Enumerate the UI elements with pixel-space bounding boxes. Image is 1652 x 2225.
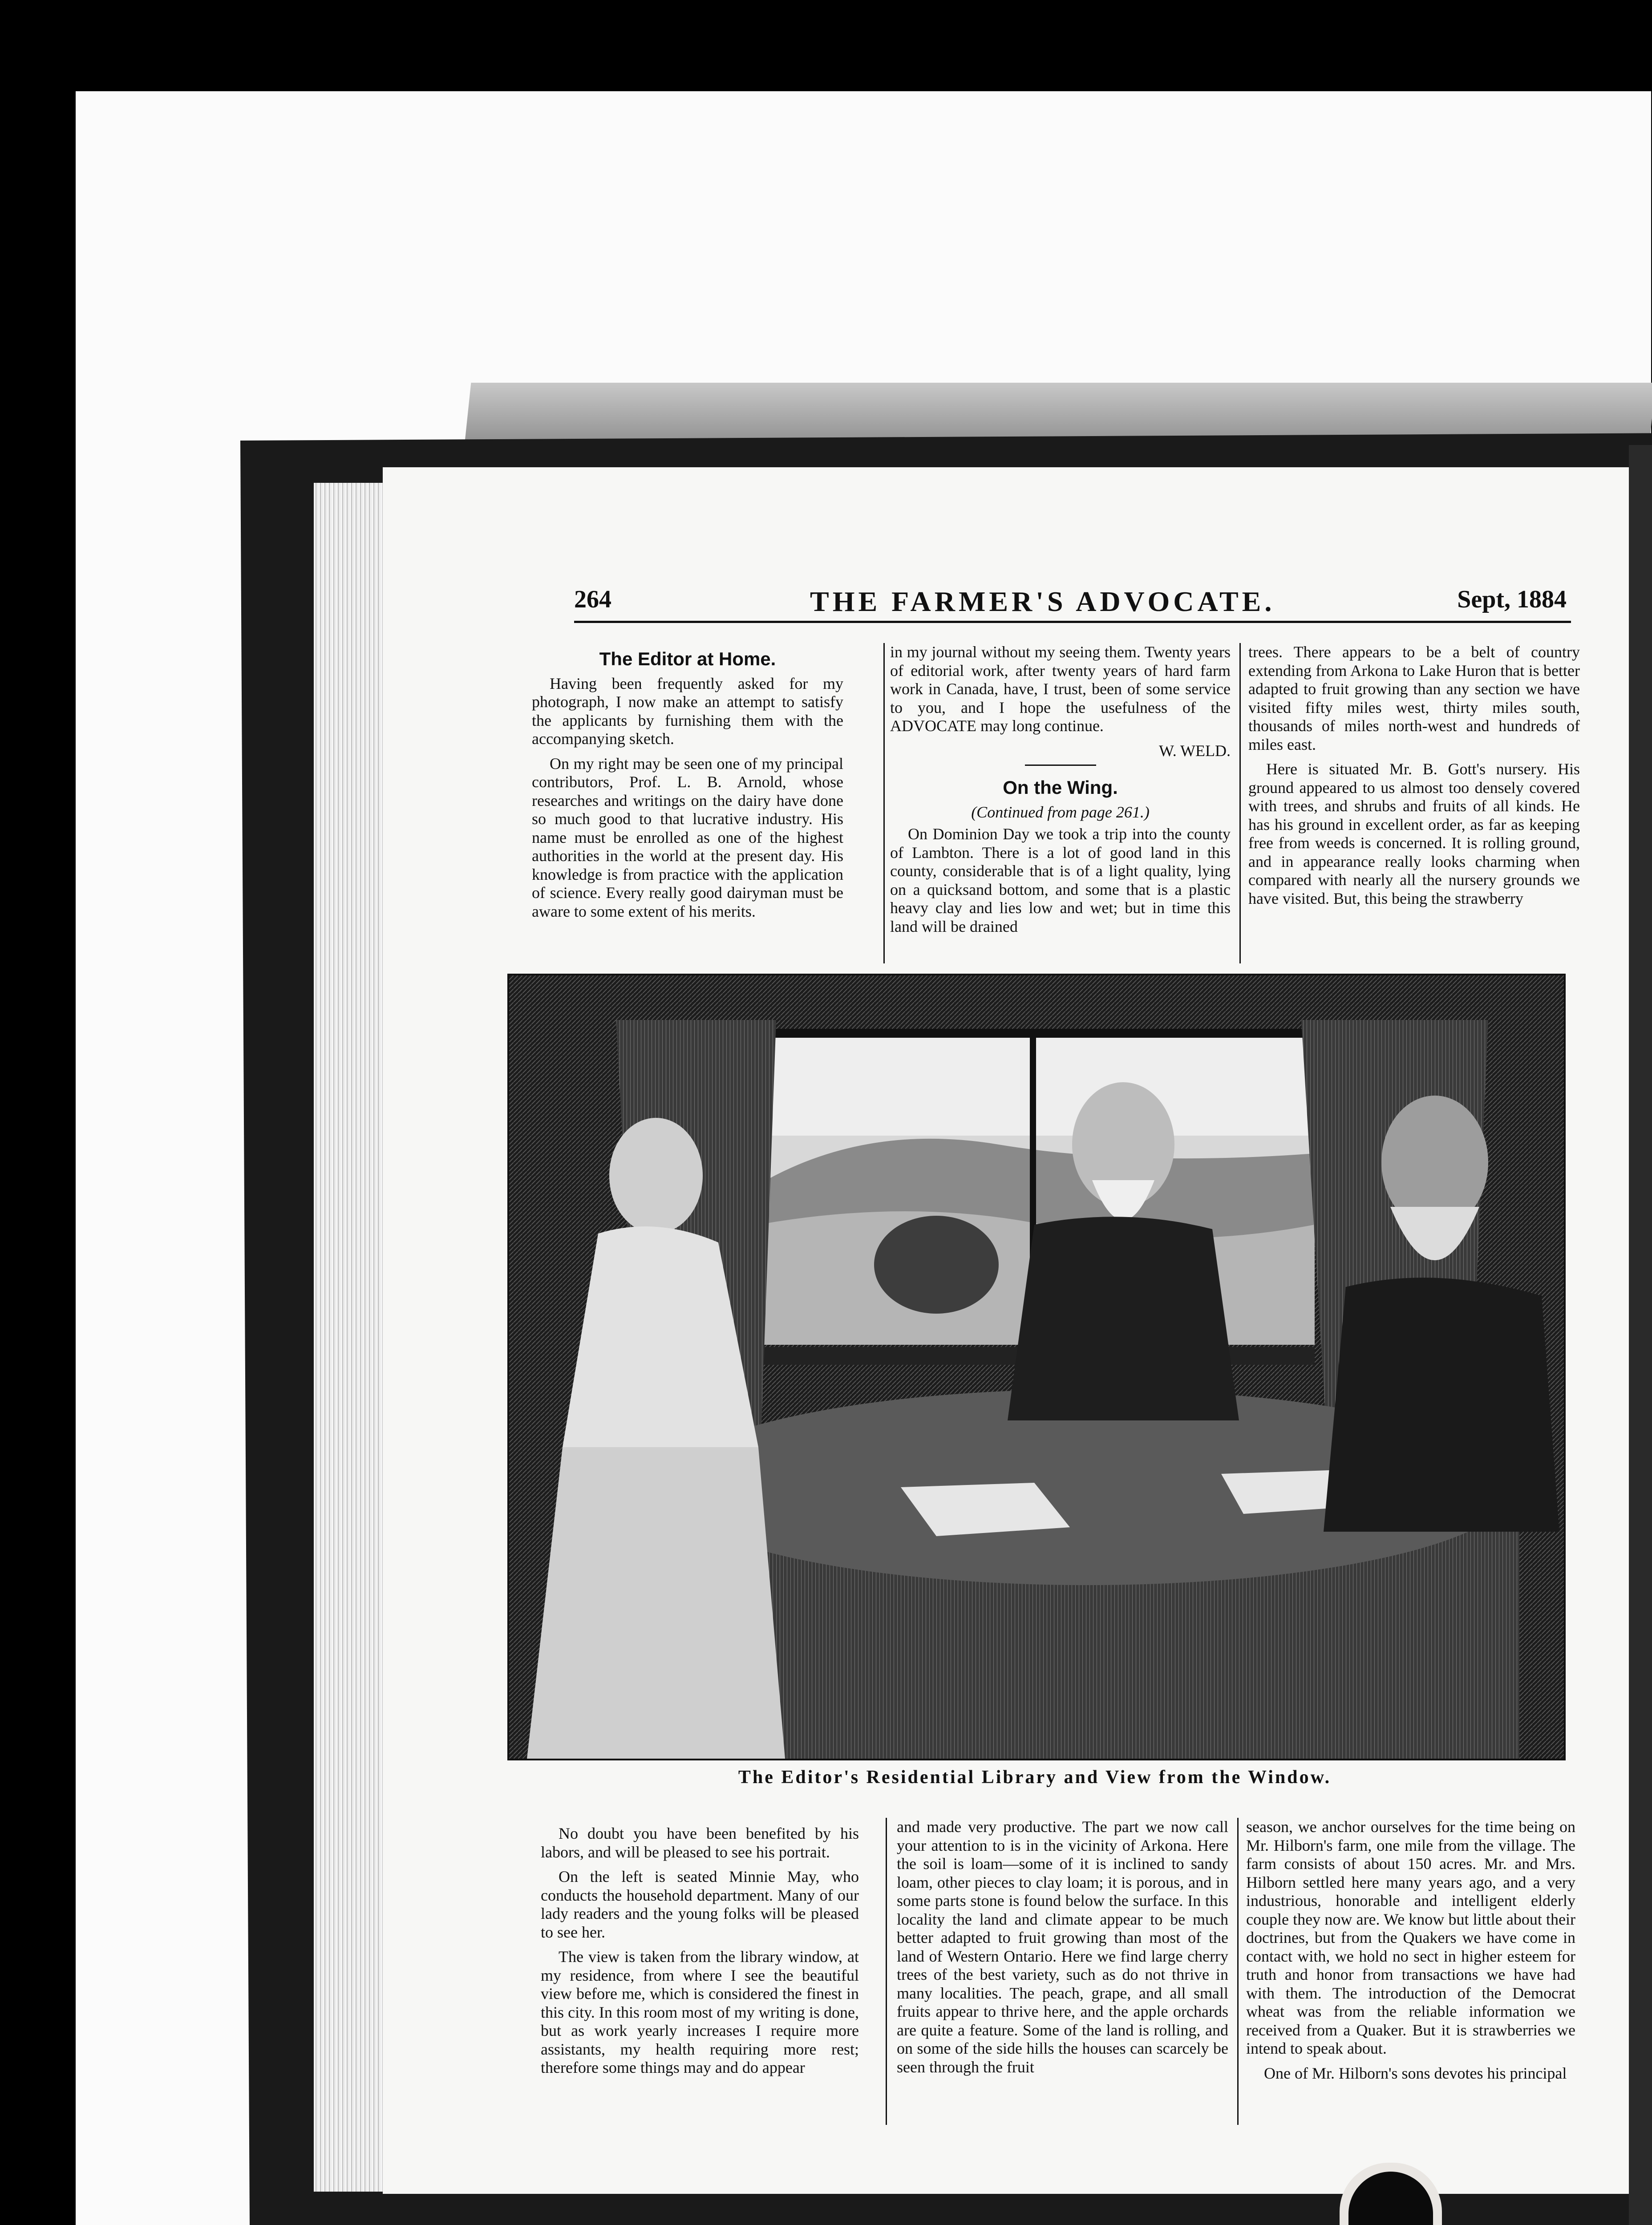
section-divider	[1025, 765, 1096, 766]
upper-column-2	[890, 643, 1231, 942]
lower-column-3	[1246, 1818, 1575, 2089]
page-edges	[314, 483, 385, 2192]
engraving-illustration	[507, 974, 1566, 1760]
library-scene-engraving	[509, 975, 1564, 1759]
paragraph: On the left is seated Minnie May, who conducts the household department. Many of our lady readers and the young folks will be pleased to see her.	[541, 1868, 859, 1941]
upper-column-3	[1248, 643, 1580, 914]
book-board	[1629, 445, 1652, 2225]
column-rule	[886, 1818, 887, 2125]
illustration-caption: The Editor's Residential Library and View from the Window.	[738, 1767, 1332, 1788]
header-rule	[574, 621, 1571, 623]
article-title-editor-at-home: The Editor at Home.	[599, 648, 776, 669]
paragraph: On my right may be seen one of my principal contributors, Prof. L. B. Arnold, whose researches and writings on the dairy have done so much good to that lucrative industry. His name must be enrolled as one of the highest authorities in the world at the present day. His knowledge is from practice with the application of science. Every really good dairyman must be aware to some extent of his merits.	[532, 754, 843, 920]
continued-note: (Continued from page 261.)	[971, 803, 1150, 821]
column-rule	[1239, 643, 1241, 963]
paragraph: trees. There appears to be a belt of country extending from Arkona to Lake Huron that is better adapted to fruit growing than any section we have visited fifty miles west, thirty miles south, thousands of miles north-west and hundreds of miles east.	[1248, 643, 1580, 753]
paragraph: No doubt you have been benefited by his labors, and will be pleased to see his portrait.	[541, 1824, 859, 1861]
paragraph: Having been frequently asked for my photograph, I now make an attempt to satisfy the applicants by furnishing them with the accompanying sketch.	[532, 674, 843, 748]
paragraph: in my journal without my seeing them. Twenty years of editorial work, after twenty years of hard farm work in Canada, have, I trust, been of some service to you, and I hope the usefulness of the ADVOCATE may long continue.	[890, 643, 1231, 735]
signature: W. WELD.	[1159, 741, 1231, 760]
paragraph: and made very productive. The part we now call your attention to is in the vicinity of Arkona. Here the soil is loam—some of it is inclined to sandy loam, other pieces to clay loam; it is porous, and in some parts stone is found below the surface. In this locality the land and climate appear to be much better adapted to fruit growing than most of the land of Western Ontario. Here we find large cherry trees of the best variety, such as do not thrive in many localities. The peach, grape, and all small fruits appear to thrive here, and the apple orchards are quite a feature. Some of the land is rolling, and on some of the side hills the houses can scarcely be seen through the fruit	[897, 1818, 1228, 2076]
lower-column-2	[897, 1818, 1228, 2083]
upper-column-1	[532, 650, 843, 927]
page-number: 264	[574, 586, 611, 613]
article-title-on-the-wing: On the Wing.	[1003, 777, 1118, 798]
paragraph: One of Mr. Hilborn's sons devotes his principal	[1264, 2064, 1567, 2082]
column-rule	[1237, 1818, 1239, 2125]
issue-date: Sept, 1884	[1457, 586, 1567, 613]
lower-column-1	[541, 1824, 859, 2083]
paragraph: On Dominion Day we took a trip into the county of Lambton. There is a lot of good land in this county, considerable that is of a light quality, lying on a quicksand bottom, and some that is a plastic heavy clay and lies low and wet; but in time this land will be drained	[890, 825, 1231, 935]
publication-title: THE FARMER'S ADVOCATE.	[810, 586, 1275, 617]
paragraph: The view is taken from the library window, at my residence, from where I see the beautiful view before me, which is considered the finest in this city. In this room most of my writing is done, but as work yearly increases I require more assistants, my health requiring more rest; therefore some things may and do appear	[541, 1948, 859, 2076]
column-rule	[883, 643, 885, 963]
paragraph: Here is situated Mr. B. Gott's nursery. His ground appeared to us almost too densely covered with trees, and shrubs and fruits of all kinds. He has his ground in excellent order, as far as keeping free from weeds is concerned. It is rolling ground, and in appearance really looks charming when compared with nearly all the nursery grounds we have visited. But, this being the strawberry	[1248, 760, 1580, 907]
page-header	[574, 585, 1567, 617]
paragraph: season, we anchor ourselves for the time being on Mr. Hilborn's farm, one mile from the village. The farm consists of about 150 acres. Mr. and Mrs. Hilborn settled here many years ago, and a very industrious, honorable and intelligent elderly couple they now are. We know but little about their doctrines, but from the Quakers we have come in contact with, we hold no sect in higher esteem for truth and honor from transactions we have had with them. The introduction of the Democrat wheat was from the reliable information we received from a Quaker. But it is strawberries we intend to speak about.	[1246, 1818, 1575, 2057]
